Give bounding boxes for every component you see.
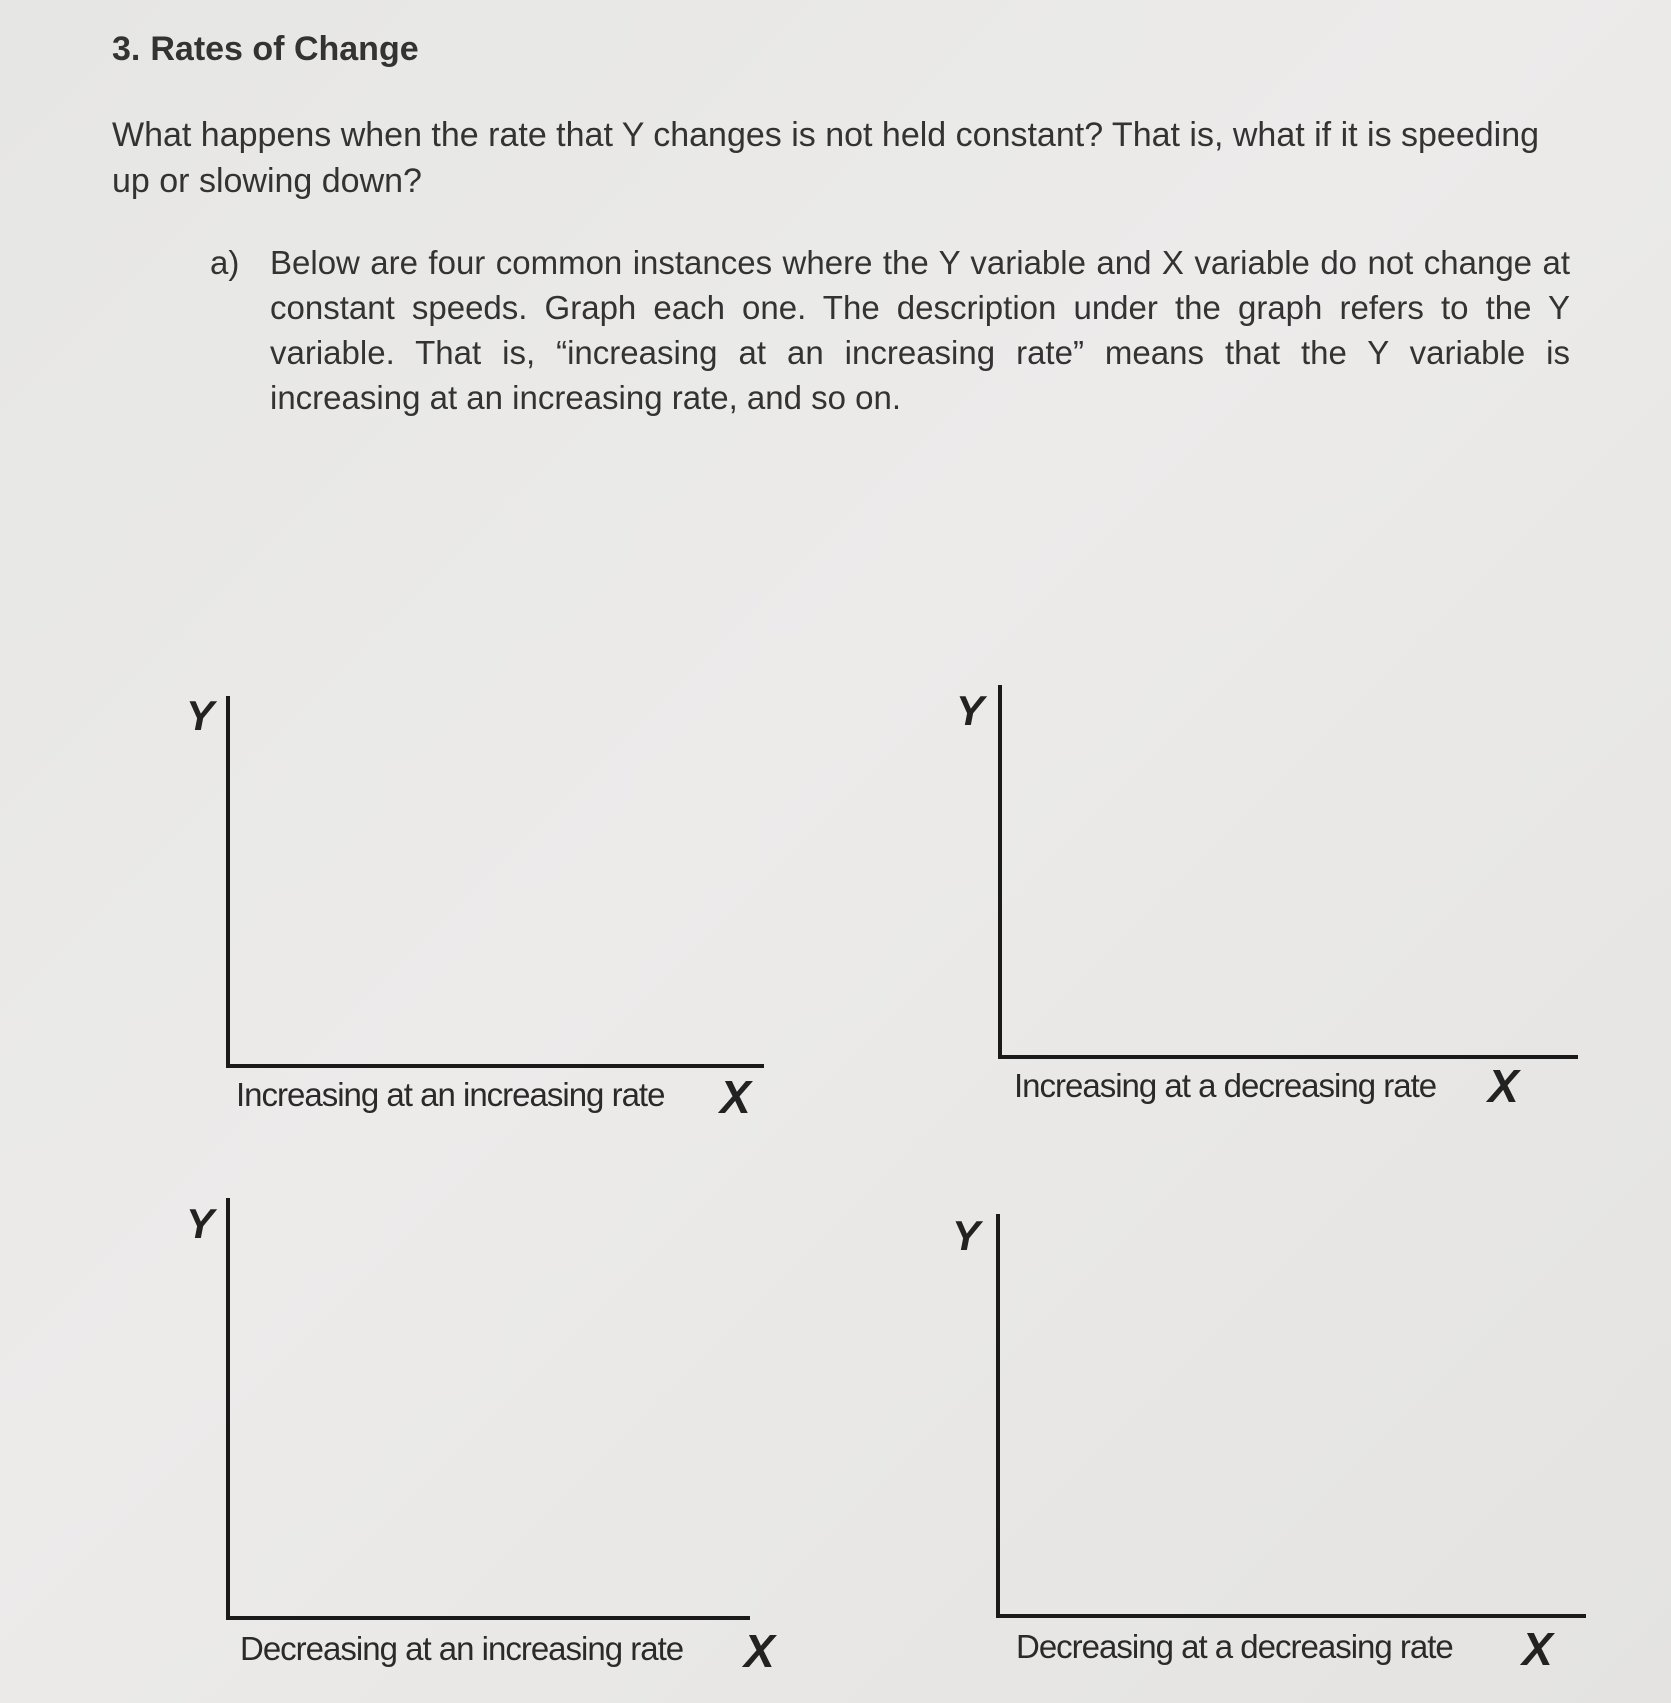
y-axis: [226, 696, 230, 1068]
graph-caption: Decreasing at an increasing rate: [240, 1630, 684, 1667]
y-axis-label: Y: [952, 1212, 981, 1259]
graph-caption: Increasing at a decreasing rate: [1014, 1067, 1437, 1104]
x-axis-label: X: [744, 1625, 775, 1677]
x-axis[interactable]: [996, 1614, 1586, 1618]
question-intro: What happens when the rate that Y changes is not held constant? That is, what if it is speeding up or slowing down?: [112, 116, 1540, 200]
x-axis[interactable]: [226, 1064, 764, 1068]
y-axis: [226, 1198, 230, 1620]
graph-caption: Decreasing at a decreasing rate: [1016, 1628, 1453, 1665]
y-axis: [998, 685, 1002, 1059]
part-a-letter: a): [210, 244, 240, 281]
y-axis-label: Y: [956, 687, 985, 734]
x-axis-label: X: [720, 1071, 751, 1123]
x-axis-label: X: [1488, 1060, 1519, 1112]
x-axis[interactable]: [226, 1616, 750, 1620]
graph-decreasing-increasing: [180, 1198, 800, 1677]
y-axis: [996, 1214, 1000, 1618]
y-axis-label: Y: [186, 692, 215, 739]
graph-caption: Increasing at an increasing rate: [236, 1076, 665, 1113]
graph-increasing-decreasing: [950, 685, 1570, 1112]
graph-decreasing-decreasing: [950, 1210, 1570, 1675]
y-axis-label: Y: [186, 1200, 215, 1247]
x-axis-label: X: [1522, 1623, 1553, 1675]
part-a-text: Below are four common instances where the Y variable and X variable do not change at constant speeds. Graph each one. The description under the graph refers to the Y variable. That is, “increasing at an increasing rate” means that the Y variable is increasing at an increasing rate, and so on.: [270, 244, 1570, 416]
question-title: Rates of Change: [150, 30, 419, 68]
graph-increasing-increasing: [180, 690, 780, 1123]
question-heading: [112, 30, 419, 69]
question-number: 3.: [112, 30, 141, 68]
part-a: [210, 240, 1570, 420]
